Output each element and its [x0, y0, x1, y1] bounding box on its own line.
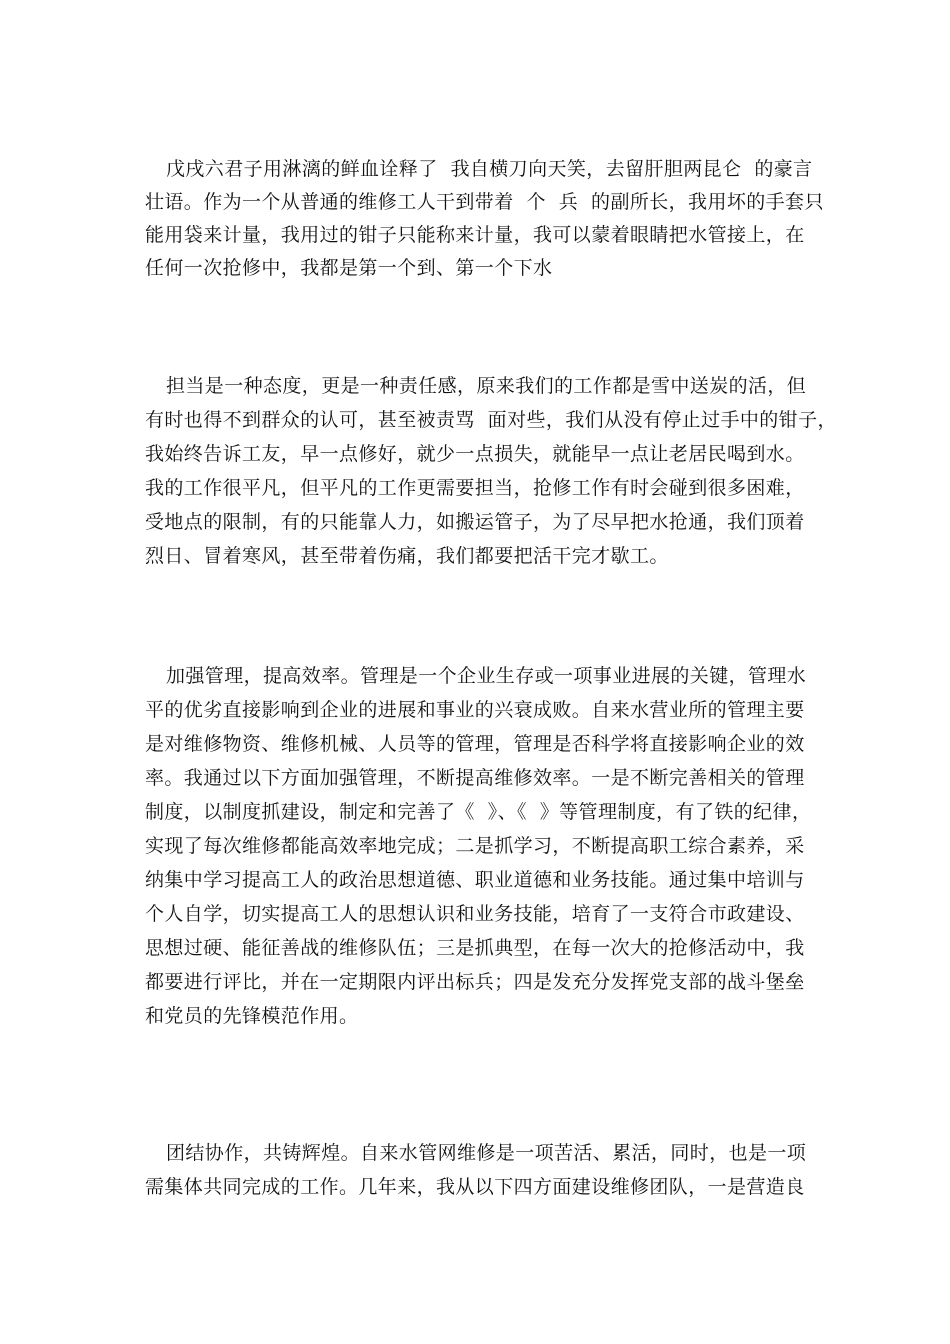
paragraph-line: 思想过硬、能征善战的维修队伍；三是抓典型，在每一次大的抢修活动中，我: [145, 937, 805, 959]
paragraph-line: 能用袋来计量，我用过的钳子只能称来计量，我可以蒙着眼睛把水管接上，在: [145, 224, 805, 246]
paragraph-line: 我的工作很平凡，但平凡的工作更需要担当，抢修工作有时会碰到很多困难，: [145, 477, 805, 499]
paragraph-line: 是对维修物资、维修机械、人员等的管理，管理是否科学将直接影响企业的效: [145, 733, 805, 755]
paragraph-line: 纳集中学习提高工人的政治思想道德、职业道德和业务技能。通过集中培训与: [145, 869, 805, 891]
paragraph-line: 加强管理，提高效率。管理是一个企业生存或一项事业进展的关键，管理水: [166, 665, 807, 687]
paragraph-line: 制度，以制度抓建设，制定和完善了《 》、《 》等管理制度，有了铁的纪律，: [145, 801, 812, 823]
paragraph-line: 团结协作，共铸辉煌。自来水管网维修是一项苦活、累活，同时，也是一项: [166, 1142, 807, 1164]
paragraph-line: 任何一次抢修中，我都是第一个到、第一个下水: [145, 257, 553, 279]
paragraph-line: 担当是一种态度，更是一种责任感，原来我们的工作都是雪中送炭的活，但: [166, 375, 807, 397]
paragraph-line: 和党员的先锋模范作用。: [145, 1005, 359, 1027]
paragraph-line: 我始终告诉工友，早一点修好，就少一点损失，就能早一点让老居民喝到水。: [145, 443, 805, 465]
paragraph-line: 需集体共同完成的工作。几年来，我从以下四方面建设维修团队，一是营造良: [145, 1176, 805, 1198]
paragraph-line: 戊戌六君子用淋漓的鲜血诠释了 我自横刀向天笑，去留肝胆两昆仑 的豪言: [166, 158, 813, 180]
paragraph-line: 平的优劣直接影响到企业的进展和事业的兴衰成败。自来水营业所的管理主要: [145, 699, 805, 721]
paragraph-line: 壮语。作为一个从普通的维修工人干到带着 个 兵 的副所长，我用坏的手套只: [145, 191, 824, 213]
paragraph-line: 率。我通过以下方面加强管理，不断提高维修效率。一是不断完善相关的管理: [145, 767, 805, 789]
paragraph-line: 受地点的限制，有的只能靠人力，如搬运管子，为了尽早把水抢通，我们顶着: [145, 511, 805, 533]
paragraph-line: 都要进行评比，并在一定期限内评出标兵；四是发充分发挥党支部的战斗堡垒: [145, 971, 805, 993]
paragraph-line: 烈日、冒着寒风，甚至带着伤痛，我们都要把活干完才歇工。: [145, 545, 669, 567]
paragraph-line: 有时也得不到群众的认可，甚至被责骂 面对些，我们从没有停止过手中的钳子，: [145, 409, 837, 431]
paragraph-line: 个人自学，切实提高工人的思想认识和业务技能，培育了一支符合市政建设、: [145, 903, 805, 925]
paragraph-line: 实现了每次维修都能高效率地完成；二是抓学习，不断提高职工综合素养，采: [145, 835, 805, 857]
